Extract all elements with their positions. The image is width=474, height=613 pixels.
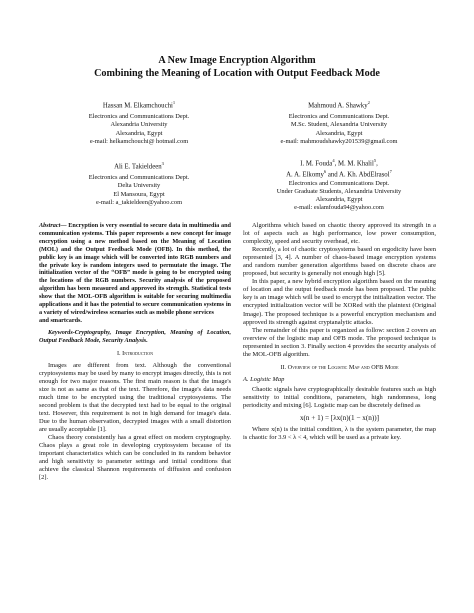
keywords: Keywords-Cryptography, Image Encryption, Meaning of Location, Output Feedback Mode, Security Analysis. xyxy=(39,328,231,344)
paragraph: Algorithms which based on chaotic theory approved its strength in a lot of aspects such as high performance, low power consumption, complexity, speed and security overhead, etc. xyxy=(243,222,436,246)
author-affiliation: Electronics and Communications Dept. xyxy=(288,179,390,187)
abstract-label: Abstract— xyxy=(39,222,67,229)
author-name: I. M. Fouda xyxy=(300,160,333,168)
paragraph: The remainder of this paper is organized as follow: section 2 covers an overview of the logistic map and OFB mode. The proposed technique is represented in section 3. Finally section 4 provides the security analysis of the MOL-OFB algorithm. xyxy=(243,326,436,358)
author-separator: , xyxy=(376,160,378,168)
left-column xyxy=(39,222,231,482)
section-heading-introduction: I. Introduction xyxy=(116,349,154,357)
author-email: e-mail: mahmoudshawky201539@gmail.com xyxy=(280,137,398,145)
right-column xyxy=(243,222,436,442)
paragraph: Images are different from text. Although the conventional cryptosystems may be used by many to encrypt images directly, this is not enough for two major reasons. The first main reason is that the image's size is not as same as that of the text. Therefore, the image's data needs much time to be encrypted using the traditional cryptosystems. The second problem is that the decrypted text had to be equal to the original text. However, this requirement is not in high demand for image's data. Due to the human observation, decrypted images with a small distortion are usually acceptable [1]. xyxy=(39,361,231,434)
abstract-text: Encryption is very essential to secure data in multimedia and communication systems. This paper represents a new concept for image encryption using a new method based on the Meaning of Location (MOL) and the Output Feedback Mode (OFB). In this method, the public key is an image which will be converted into RGB numbers and the private key is random integers used to permutate the image. The initialization vector of the “OFB” mode is going to be encrypted using the locations of the RGB numbers. Security analysis of the proposed algorithm has been measured and approved its strength. Statistical tests show that the MOL-OFB algorithm is suitable for securing multimedia applications and it has the potential to secure communication systems in a variety of wired/wireless scenarios such as mobile phone services xyxy=(39,222,231,316)
paper-title xyxy=(20,54,454,80)
abstract-tail: and smartcards. xyxy=(39,316,82,324)
author-affiliation: Electronics and Communications Dept. xyxy=(288,113,390,121)
author-affiliation: Alexandria University xyxy=(110,121,168,129)
author-affiliation: Alexandria, Egypt xyxy=(115,129,163,137)
author-index: 6 xyxy=(323,169,327,175)
paragraph: Where x(n) is the initial condition, λ is the system parameter, the map is chaotic for 3.9 < λ < 4, which will be used as a private key. xyxy=(243,426,436,442)
title-line-1: A New Image Encryption Algorithm xyxy=(158,55,316,66)
logistic-map-equation: x(n + 1) = [λx(n)(1 − x(n))] xyxy=(299,414,380,423)
author-affiliation: Under Graduate Students, Alexandria University xyxy=(276,187,402,195)
author-block-2 xyxy=(244,99,434,146)
author-email: e-mail: eslamfouda94@yahoo.com xyxy=(294,204,384,211)
author-email: e-mail: a_takieldeen@yahoo.com xyxy=(95,198,183,206)
author-index: 5 xyxy=(373,158,377,163)
author-index: 7 xyxy=(389,169,392,175)
author-affiliation: Delta University xyxy=(117,182,161,190)
author-name: Ali E. Takieldeen xyxy=(114,163,162,171)
paragraph: Recently, a lot of chaotic cryptosystems based on ergodicity have been represented [3, 4]. A number of chaos-based image encryption systems and random number generation algorithms based on discrete chaos are proposed, but security is generally not enough high [5]. xyxy=(243,246,436,278)
author-affiliation: Electronics and Communications Dept. xyxy=(88,113,190,121)
paragraph: Chaotic signals have cryptographically desirable features such as high sensitivity to initial conditions, parameters, high randomness, long periodicity and mixing [6]. Logistic map can be discretely defined as xyxy=(243,385,436,409)
author-email: e-mail: helkamchouchi@ hotmail.com xyxy=(89,137,189,145)
author-affiliation: M.Sc. Student, Alexandria University xyxy=(290,121,388,129)
author-affiliation: Alexandria, Egypt xyxy=(315,195,363,203)
paragraph: Chaos theory consistently has a great effect on modern cryptography. Chaos plays a great role in developing cryptosystem because of its important characteristics which can be concluded in its random behavior and high sensitivity to parameter settings and initial conditions that achieve the classical Shannon requirements of diffusion and confusion [2]. xyxy=(39,434,231,482)
abstract xyxy=(39,222,231,317)
author-name: A. A. Elkomy xyxy=(286,171,324,179)
author-block-3 xyxy=(44,160,234,207)
author-name: and A. Kh. AbdElrasol xyxy=(326,171,390,179)
author-affiliation: Alexandria, Egypt xyxy=(315,129,363,137)
author-index: 2 xyxy=(367,100,370,105)
author-affiliation: Electronics and Communications Dept. xyxy=(88,174,190,182)
section-heading-overview: II. Overview of the Logistic Map and OFB Mode xyxy=(280,363,399,371)
author-index: 1 xyxy=(172,100,176,105)
author-name: Mahmoud A. Shawky xyxy=(308,102,368,110)
paragraph: In this paper, a new hybrid encryption algorithm based on the meaning of location and the output feedback mode has been proposed. The public key is an image which will be used to encrypt the initialization vector. The encrypted initialization vector will be XORed with the plaintext (Original Image). The proposed technique is a powerful encryption mechanism and approved its strength against cryptanalytic attacks. xyxy=(243,278,436,326)
author-block-1 xyxy=(44,99,234,146)
title-line-2: Combining the Meaning of Location with Output Feedback Mode xyxy=(94,68,380,79)
author-name: Hassan M. Elkamchouchi xyxy=(102,102,173,110)
author-affiliation: El Mansoura, Egypt xyxy=(113,190,165,198)
author-index: 4 xyxy=(332,158,335,163)
author-name: , M. M. Khalil xyxy=(334,160,374,168)
subsection-heading-logistic-map: A. Logistic Map xyxy=(243,375,285,383)
author-index: 3 xyxy=(161,161,164,166)
author-block-4 xyxy=(244,157,434,212)
